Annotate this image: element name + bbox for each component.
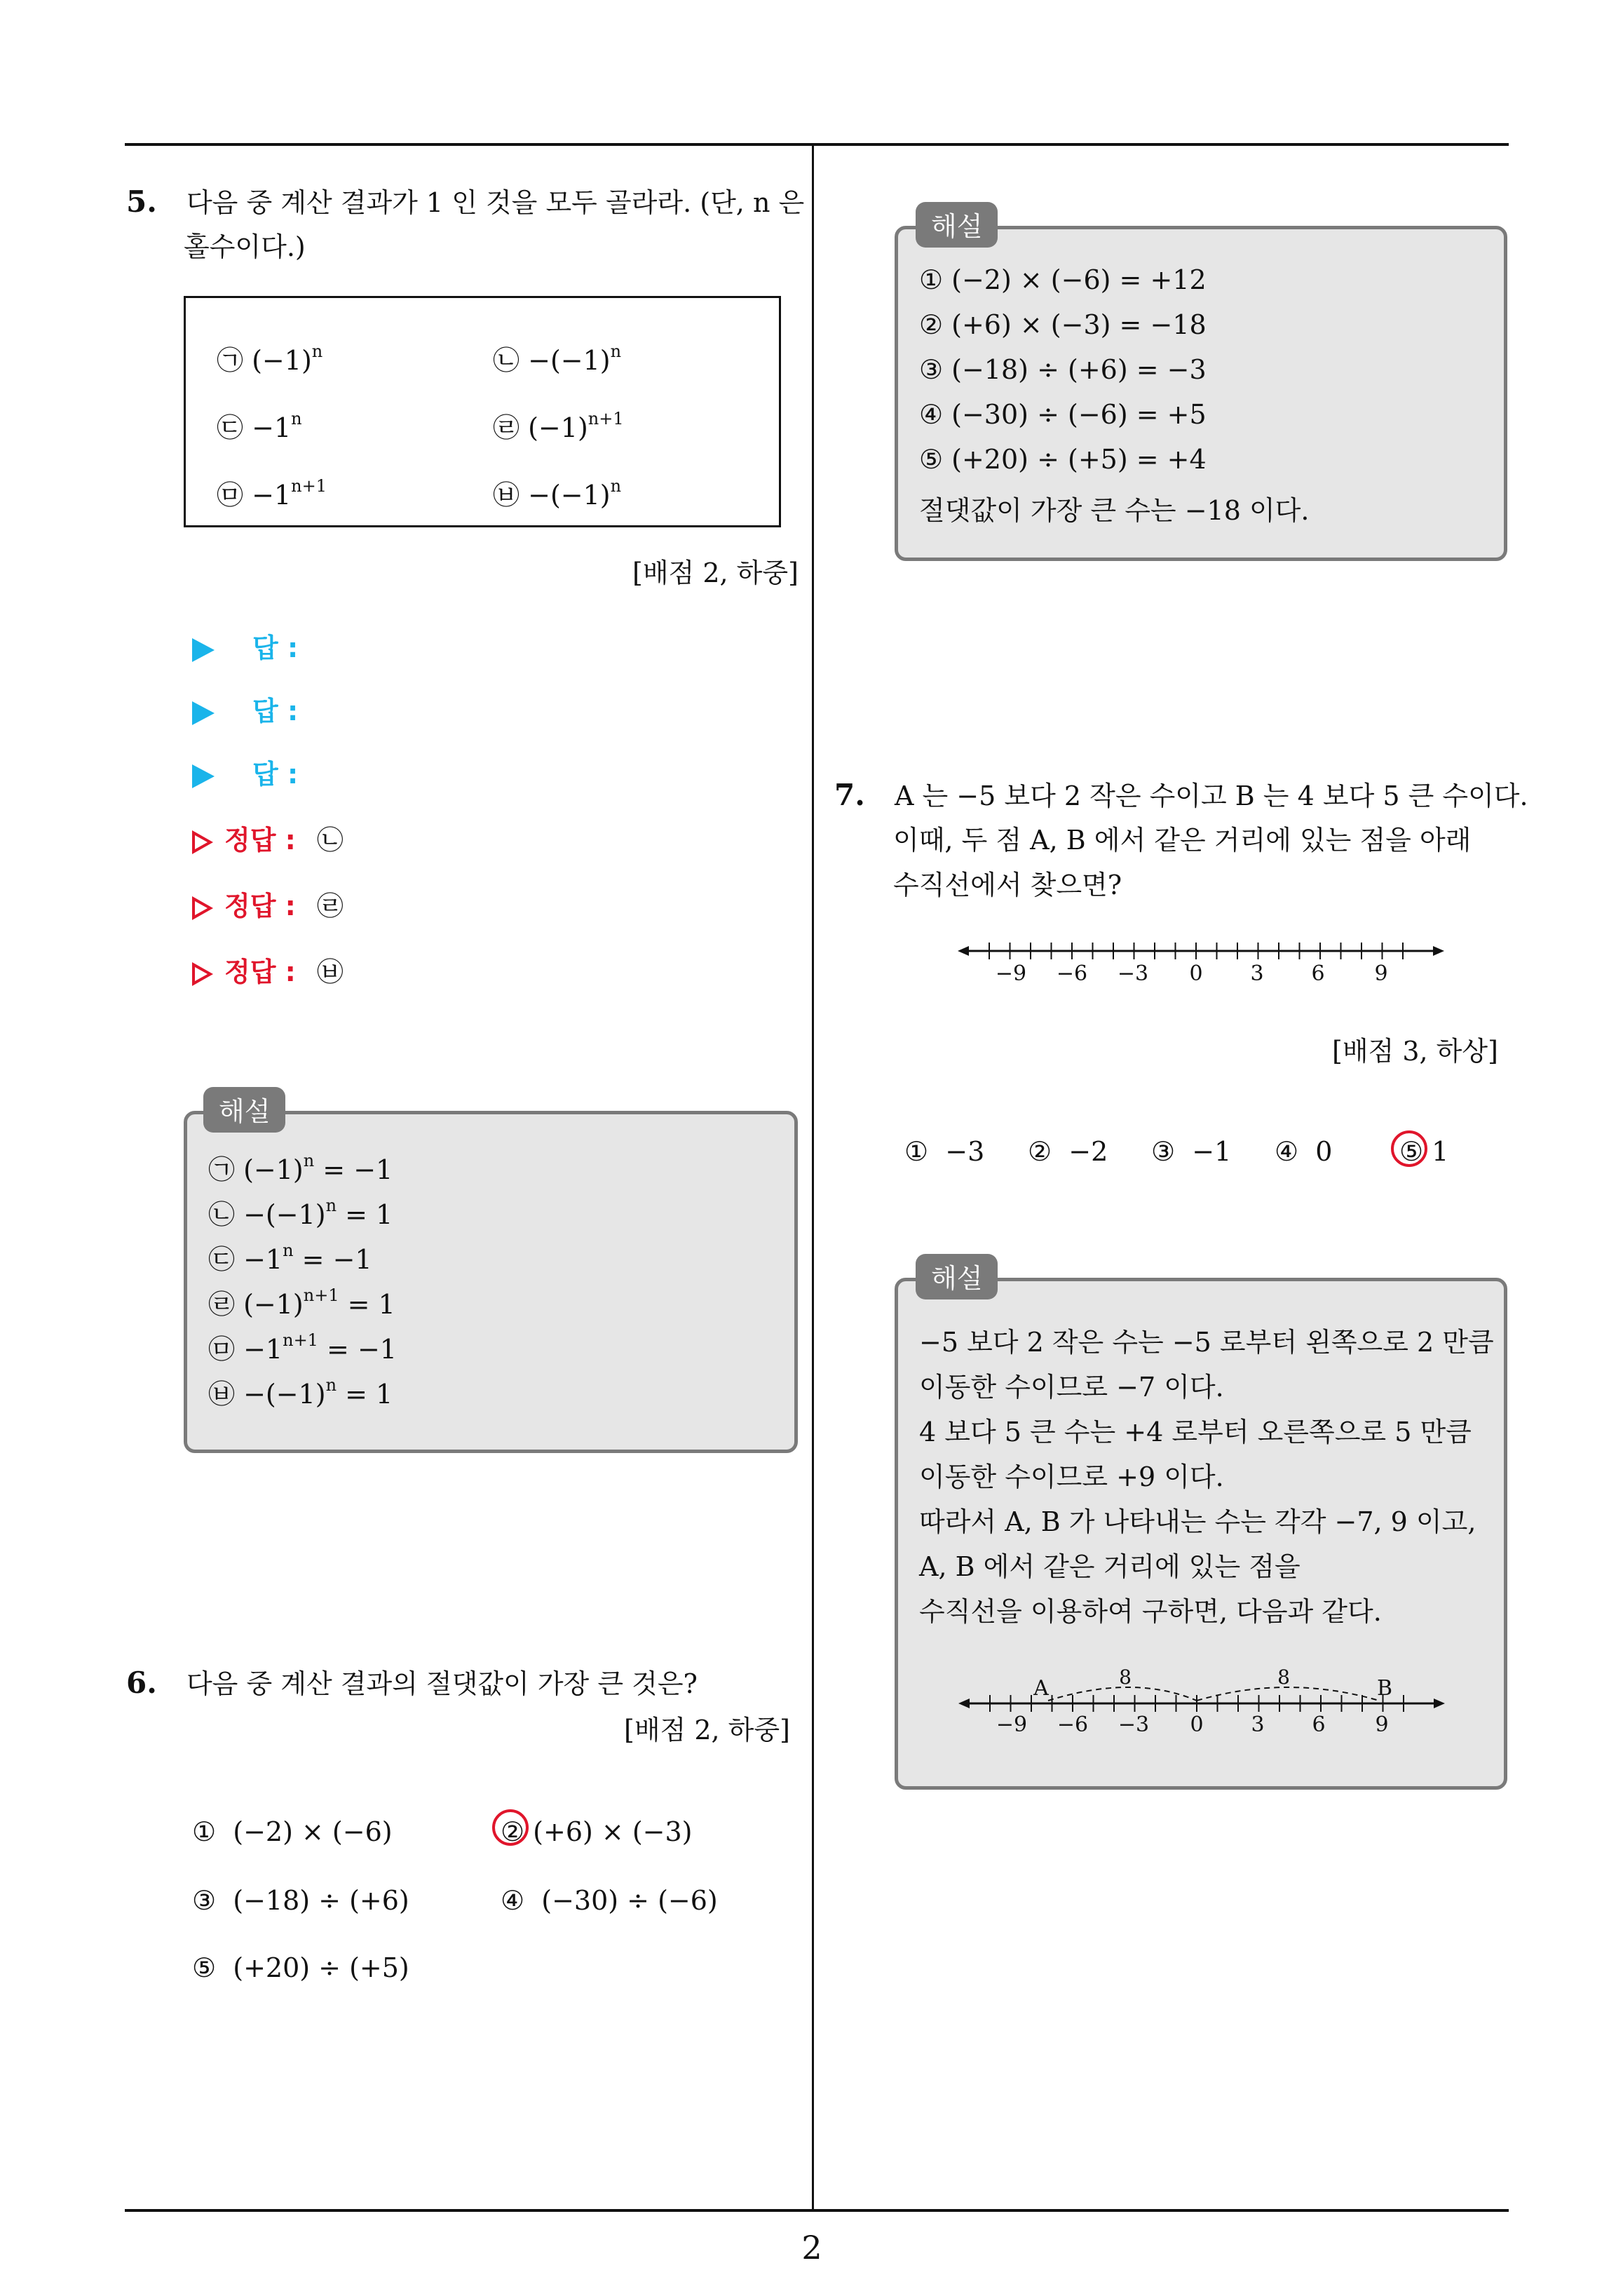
q5-correct-row-3: 정답 : ㉥ xyxy=(192,951,344,993)
q5-correct-row-2: 정답 : ㉣ xyxy=(192,885,344,927)
q5-answer-row-3[interactable]: 답 : xyxy=(192,753,298,795)
q5-text-line1: 다음 중 계산 결과가 1 인 것을 모두 골라라. (단, n 은 xyxy=(186,187,805,218)
q6-solution-line: ⑤ (+20) ÷ (+5) = +4 xyxy=(919,444,1207,475)
page-number: 2 xyxy=(801,2229,822,2267)
q7-solution-line: 4 보다 5 큰 수는 +4 로부터 오른쪽으로 5 만큼 xyxy=(919,1417,1472,1447)
triangle-icon xyxy=(192,638,215,662)
q5-answer-row-1[interactable]: 답 : xyxy=(192,627,298,669)
q6-solution-tab: 해설 xyxy=(916,202,998,248)
q7-solution-line: 따라서 A, B 가 나타내는 수는 각각 −7, 9 이고, xyxy=(919,1506,1476,1537)
tick-label: 9 xyxy=(1375,1713,1389,1737)
tick-label: 3 xyxy=(1250,961,1264,986)
q6-option-1[interactable]: ① (−2) × (−6) xyxy=(192,1816,393,1847)
q5-solution-line: ㉢ $-1^n = -1$ xyxy=(208,1241,372,1275)
outline-triangle-icon xyxy=(192,896,213,920)
q6-score: [배점 2, 하중] xyxy=(624,1715,790,1745)
q7-solution-box xyxy=(895,1278,1507,1790)
q7-solution-line: 이동한 수이므로 +9 이다. xyxy=(919,1461,1224,1492)
point-a-label: A xyxy=(1033,1676,1049,1701)
tick-label: −9 xyxy=(996,1713,1028,1737)
q7-stem xyxy=(834,773,1528,818)
q6-solution-line: 절댓값이 가장 큰 수는 −18 이다. xyxy=(919,495,1310,526)
q7-solution-line: 수직선을 이용하여 구하면, 다음과 같다. xyxy=(919,1596,1382,1627)
q7-solution-line: −5 보다 2 작은 수는 −5 로부터 왼쪽으로 2 만큼 xyxy=(919,1327,1494,1358)
triangle-icon xyxy=(192,764,215,788)
q6-option-5[interactable]: ⑤ (+20) ÷ (+5) xyxy=(192,1952,409,1983)
selected-answer-mark xyxy=(492,1809,529,1846)
q5-choice-2: ㉡ $-(-1)^n$ xyxy=(493,342,622,376)
tick-label: −6 xyxy=(1056,961,1088,986)
q5-solution-box xyxy=(184,1111,798,1453)
q7-option-4[interactable]: ④ 0 xyxy=(1275,1136,1333,1167)
q7-solution-number-line xyxy=(958,1664,1449,1741)
tick-label: 6 xyxy=(1312,1713,1326,1737)
bottom-rule xyxy=(125,2209,1509,2212)
q6-solution-box xyxy=(895,226,1507,561)
q7-option-5[interactable]: ⑤ 1 xyxy=(1399,1136,1449,1167)
tick-label: −6 xyxy=(1057,1713,1089,1737)
distance-label-left: 8 xyxy=(1119,1666,1132,1689)
q7-text-line1: A 는 −5 보다 2 작은 수이고 B 는 4 보다 5 큰 수이다. xyxy=(894,781,1528,811)
q5-answer-row-2[interactable]: 답 : xyxy=(192,690,298,732)
tick-label: 3 xyxy=(1251,1713,1265,1737)
q5-correct-row-1: 정답 : ㉡ xyxy=(192,819,344,861)
q7-solution-line: 이동한 수이므로 −7 이다. xyxy=(919,1372,1224,1403)
q7-solution-tab: 해설 xyxy=(916,1254,998,1299)
q7-score: [배점 3, 하상] xyxy=(1332,1036,1498,1067)
distance-label-right: 8 xyxy=(1277,1666,1290,1689)
selected-answer-mark xyxy=(1391,1130,1427,1167)
tick-label: −3 xyxy=(1117,961,1149,986)
tick-label: −9 xyxy=(995,961,1027,986)
q5-score: [배점 2, 하중] xyxy=(632,558,799,588)
q6-text: 다음 중 계산 결과의 절댓값이 가장 큰 것은? xyxy=(186,1668,698,1699)
point-b-label: B xyxy=(1376,1676,1393,1701)
q5-solution-tab: 해설 xyxy=(203,1087,285,1133)
q5-choice-box xyxy=(184,296,781,527)
q5-choice-4: ㉣ $(-1)^{n+1}$ xyxy=(493,409,624,443)
tick-label: 0 xyxy=(1189,961,1203,986)
q6-solution-line: ④ (−30) ÷ (−6) = +5 xyxy=(919,399,1207,430)
q6-stem xyxy=(126,1661,698,1706)
q7-option-1[interactable]: ① −3 xyxy=(904,1136,985,1167)
q7-text-line2: 이때, 두 점 A, B 에서 같은 거리에 있는 점을 아래 xyxy=(893,825,1472,856)
q7-solution-line: A, B 에서 같은 거리에 있는 점을 xyxy=(919,1551,1301,1582)
top-rule xyxy=(125,143,1509,146)
tick-label: 0 xyxy=(1190,1713,1204,1737)
q6-solution-line: ① (−2) × (−6) = +12 xyxy=(919,264,1207,295)
q6-solution-line: ③ (−18) ÷ (+6) = −3 xyxy=(919,354,1207,385)
q5-solution-line: ㉠ $(-1)^n = -1$ xyxy=(208,1151,393,1185)
q5-choice-1: ㉠ $(-1)^n$ xyxy=(217,342,323,376)
tick-label: −3 xyxy=(1118,1713,1150,1737)
q7-option-2[interactable]: ② −2 xyxy=(1028,1136,1108,1167)
q6-option-2[interactable]: ② (+6) × (−3) xyxy=(501,1816,693,1847)
triangle-icon xyxy=(192,701,215,725)
tick-label: 6 xyxy=(1311,961,1325,986)
q5-choice-3: ㉢ $-1^n$ xyxy=(217,409,302,443)
q6-option-4[interactable]: ④ (−30) ÷ (−6) xyxy=(501,1885,718,1916)
q6-option-3[interactable]: ③ (−18) ÷ (+6) xyxy=(192,1885,409,1916)
q5-choice-5: ㉤ $-1^{n+1}$ xyxy=(217,476,327,511)
outline-triangle-icon xyxy=(192,830,213,854)
q7-option-3[interactable]: ③ −1 xyxy=(1151,1136,1232,1167)
tick-label: 9 xyxy=(1374,961,1388,986)
q5-solution-line: ㉡ $-(-1)^n = 1$ xyxy=(208,1196,393,1230)
q7-text-line3: 수직선에서 찾으면? xyxy=(893,870,1122,900)
q5-text-line2: 홀수이다.) xyxy=(184,231,306,262)
q7-number: 7. xyxy=(834,778,865,812)
q5-solution-line: ㉣ $(-1)^{n+1} = 1$ xyxy=(208,1285,395,1320)
q5-solution-line: ㉥ $-(-1)^n = 1$ xyxy=(208,1375,393,1410)
q5-solution-line: ㉤ $-1^{n+1} = -1$ xyxy=(208,1330,397,1365)
outline-triangle-icon xyxy=(192,962,213,986)
q5-stem xyxy=(126,180,804,225)
q7-number-line xyxy=(958,930,1448,993)
column-divider xyxy=(812,144,814,2210)
q6-number: 6. xyxy=(126,1666,157,1700)
q5-choice-6: ㉥ $-(-1)^n$ xyxy=(493,476,622,511)
q6-solution-line: ② (+6) × (−3) = −18 xyxy=(919,309,1207,340)
q5-number: 5. xyxy=(126,184,157,219)
